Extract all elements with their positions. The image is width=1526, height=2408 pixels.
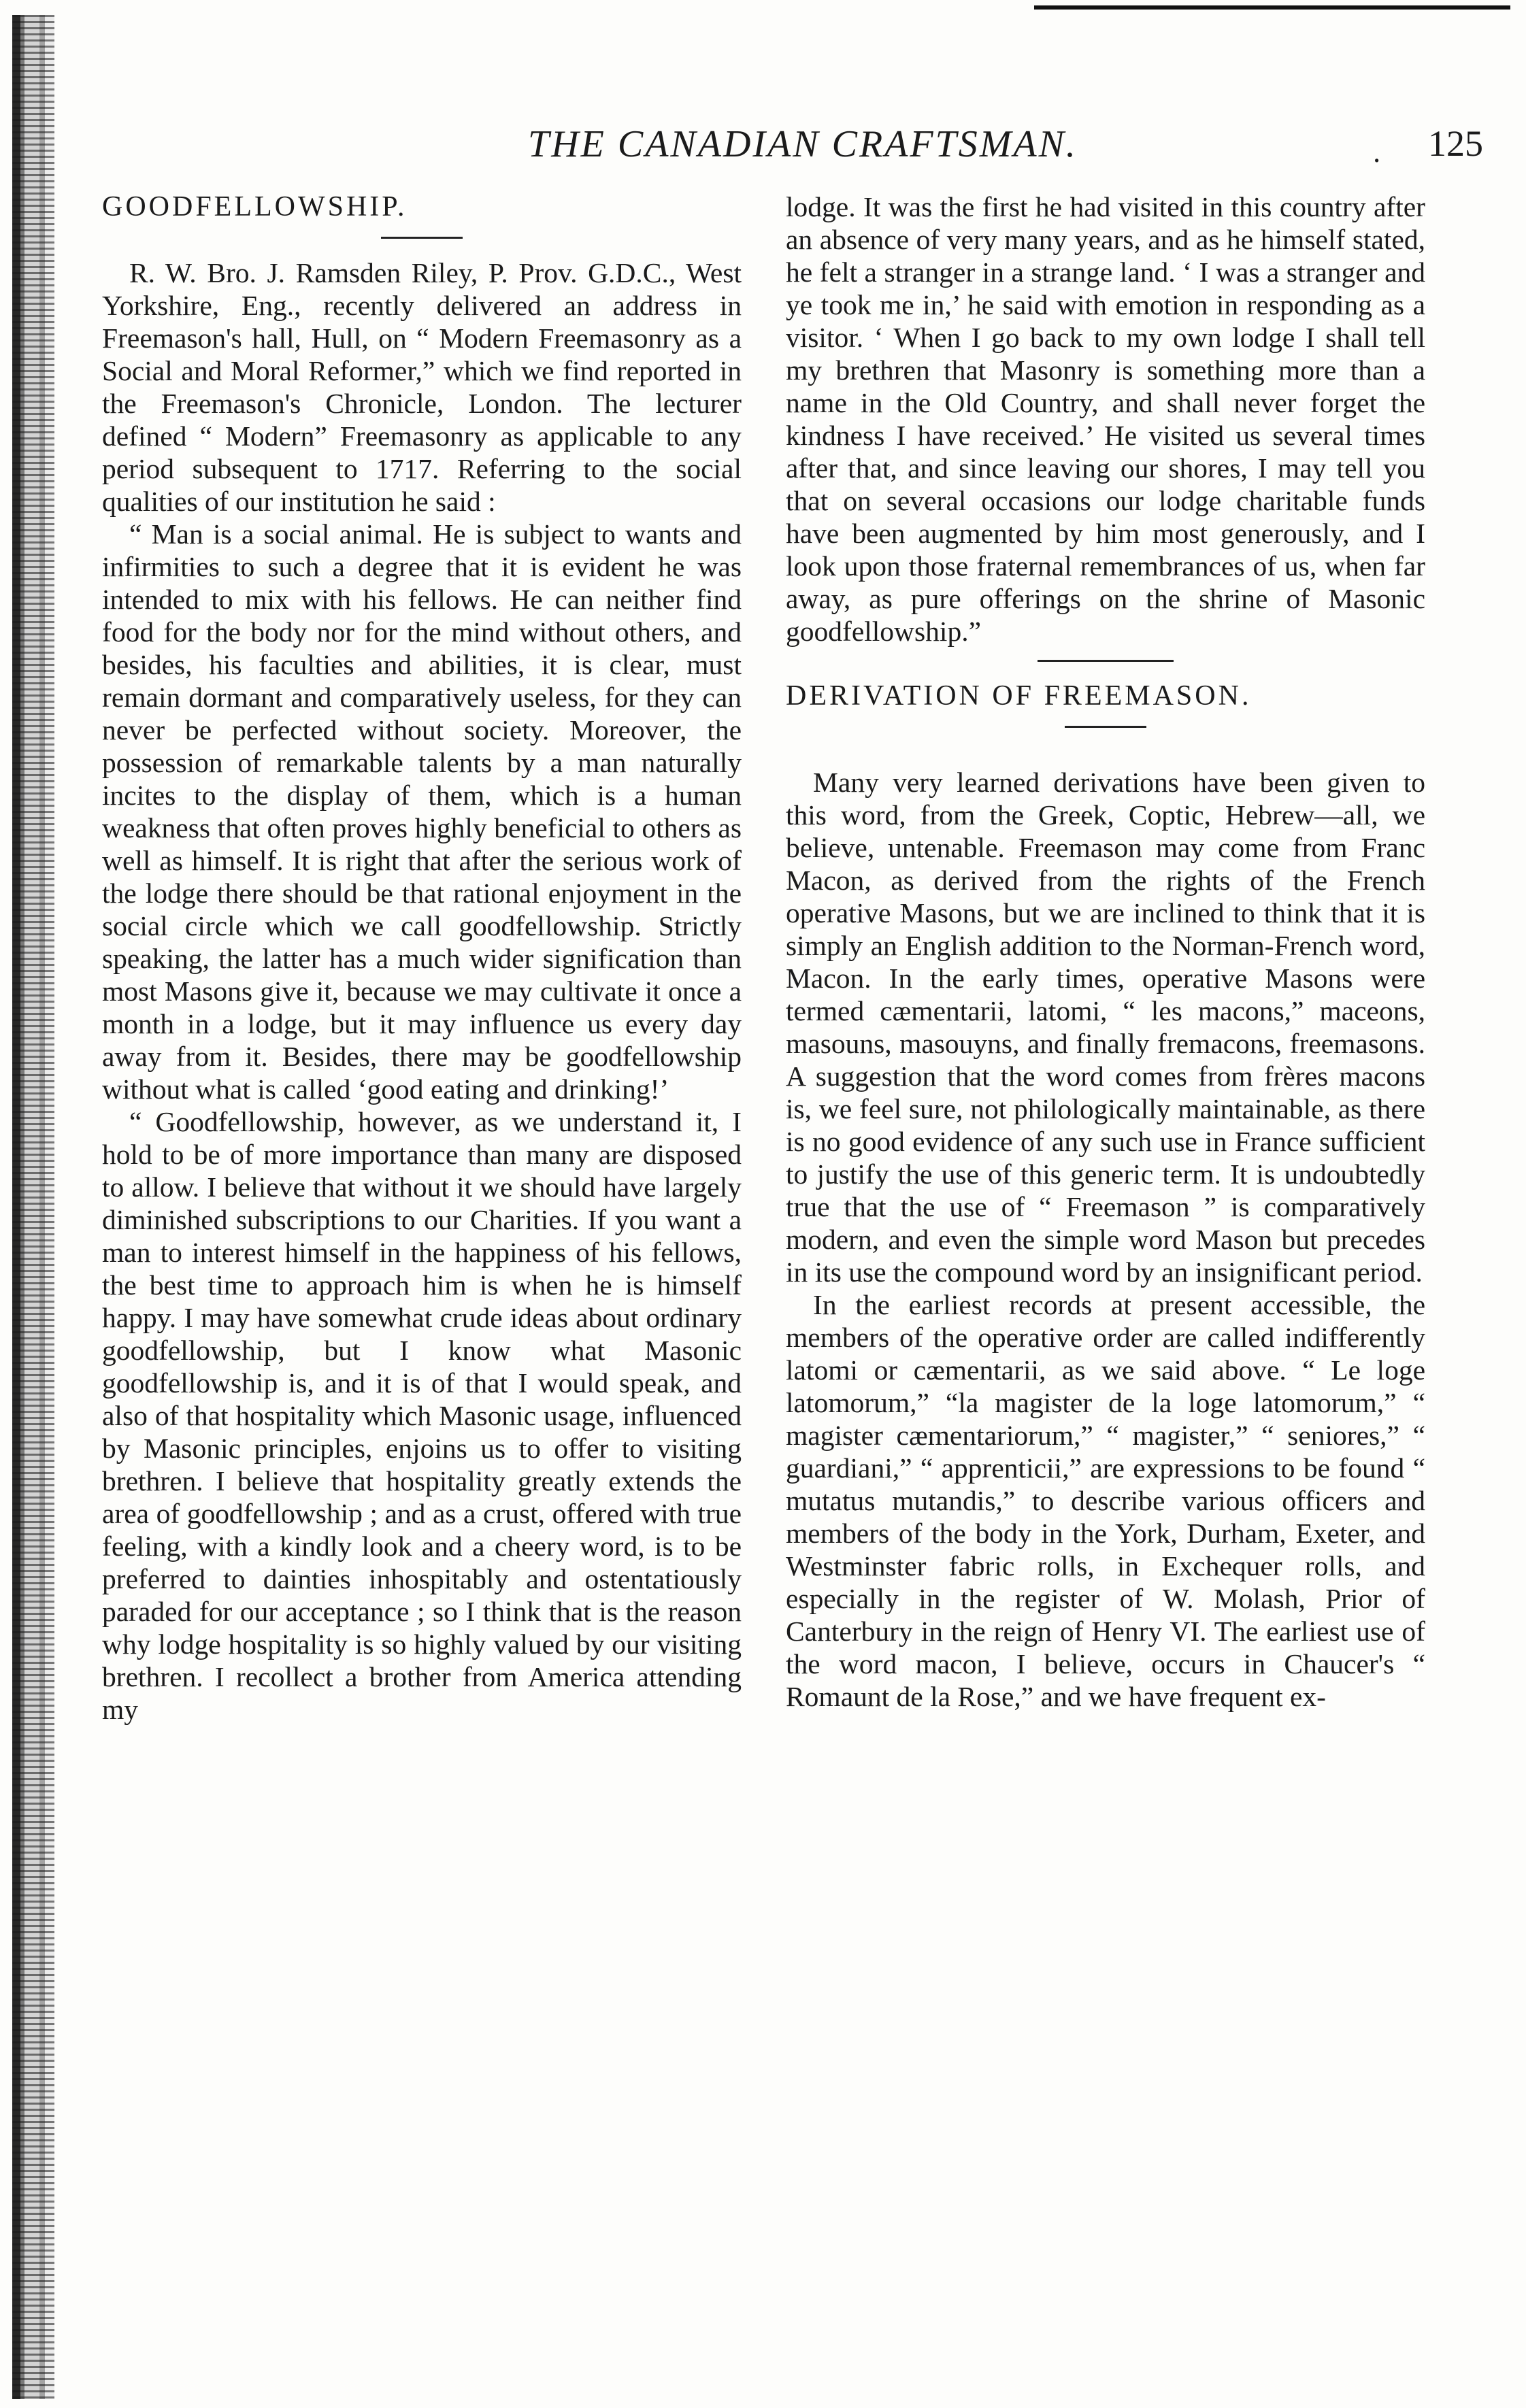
paragraph: “ Man is a social animal. He is subject to wants and infirmities to such a degree that it is evident he was intended to mix with his fellows. He can neither find food for the body nor for the mind without others, and besides, his faculties and abilities, it is clear, must remain dormant and comparatively useless, for they can never be perfected without society. Moreover, the possession of remarkable talents by a man naturally incites to the display of them, which is a human weakness that often proves highly beneficial to others as well as himself. It is right that after the serious work of the lodge there should be that rational enjoyment in the social circle which we call goodfellowship. Strictly speaking, the latter has a much wider signification than most Masons give it, because we may cultivate it once a month in a lodge, but it may influence us every day away from it. Besides, there may be goodfellowship without what is called ‘good eating and drinking!’ bbox=[102, 518, 742, 1105]
header-dot: . bbox=[1372, 137, 1381, 169]
top-rule bbox=[1034, 5, 1510, 10]
page-binding-edge bbox=[12, 15, 54, 2399]
heading-rule bbox=[1065, 726, 1146, 728]
left-column bbox=[102, 190, 742, 1726]
article-separator-rule bbox=[1038, 660, 1174, 662]
paragraph: R. W. Bro. J. Ramsden Riley, P. Prov. G.D.C., West Yorkshire, Eng., recently delivered an address in Freemason's hall, Hull, on “ Modern Freemasonry as a Social and Moral Reformer,” which we find reported in the Freemason's Chronicle, London. The lecturer defined “ Modern” Freemasonry as applicable to any period subsequent to 1717. Referring to the social qualities of our institution he said : bbox=[102, 257, 742, 517]
paragraph: In the earliest records at present accessible, the members of the operative order are called indifferently latomi or cæmentarii, as we said above. “ Le loge latomorum,” “la magister de la loge latomorum,” “ magister cæmentariorum,” “ magister,” “ seniores,” “ guardiani,” “ apprenticii,” are expressions to be found “ mutatus mutandis,” to describe various officers and members of the body in the York, Durham, Exeter, and Westminster fabric rolls, in Exchequer rolls, and especially in the register of W. Molash, Prior of Canterbury in the reign of Henry VI. The earliest use of the word macon, I believe, occurs in Chaucer's “ Romaunt de la Rose,” and we have frequent ex- bbox=[786, 1289, 1425, 1712]
page-header bbox=[109, 122, 1497, 177]
paragraph: “ Goodfellowship, however, as we understand it, I hold to be of more importance than many are disposed to allow. I believe that without it we should have largely diminished subscriptions to our Charities. If you want a man to interest himself in the happiness of his fellows, the best time to approach him is when he is himself happy. I may have somewhat crude ideas about ordinary goodfellowship, but I know what Masonic goodfellowship is, and it is of that I would speak, and also of that hospitality which Masonic usage, influenced by Masonic principles, enjoins us to offer to visiting brethren. I believe that hospitality greatly extends the area of goodfellowship ; and as a crust, offered with true feeling, with a kindly look and a cheery word, is to be preferred to dainties inhospitably and ostentatiously paraded for our acceptance ; so I think that is the reason why lodge hospitality is so highly valued by our visiting brethren. I recollect a brother from America attending my bbox=[102, 1106, 742, 1725]
page-number: 125 bbox=[1428, 123, 1483, 164]
heading-rule bbox=[381, 237, 463, 239]
paragraph: Many very learned derivations have been given to this word, from the Greek, Coptic, Hebrew—all, we believe, untenable. Freemason may come from Franc Macon, as derived from the rights of the French operative Masons, but we are inclined to think that it is simply an English addition to the Norman-French word, Macon. In the early times, operative Masons were termed cæmentarii, latomi, “ les macons,” maceons, masouns, masouyns, and finally fremacons, freemasons. A suggestion that the word comes from frères macons is, we feel sure, not philologically maintainable, as there is no good evidence of any such use in France sufficient to justify the use of this generic term. It is undoubtedly true that the use of “ Freemason ” is comparatively modern, and even the simple word Mason but precedes in its use the compound word by an insignificant period. bbox=[786, 767, 1425, 1288]
running-title: THE CANADIAN CRAFTSMAN. bbox=[528, 123, 1078, 165]
paragraph-continuation: lodge. It was the first he had visited in this country after an absence of very many years, and as he himself stated, he felt a stranger in a strange land. ‘ I was a stranger and ye took me in,’ he said with emotion in responding as a visitor. ‘ When I go back to my own lodge I shall tell my brethren that Masonry is something more than a name in the Old Country, and shall never forget the kindness I have received.’ He visited us several times after that, and since leaving our shores, I may tell you that on several occasions our lodge charitable funds have been augmented by him most generously, and I look upon those fraternal remembrances of us, when far away, as pure offerings on the shrine of Masonic goodfellowship.” bbox=[786, 191, 1425, 647]
article-heading-derivation: DERIVATION OF FREEMASON. bbox=[786, 680, 1252, 712]
right-column bbox=[786, 190, 1425, 1713]
article-heading-goodfellowship: GOODFELLOWSHIP. bbox=[102, 191, 408, 222]
